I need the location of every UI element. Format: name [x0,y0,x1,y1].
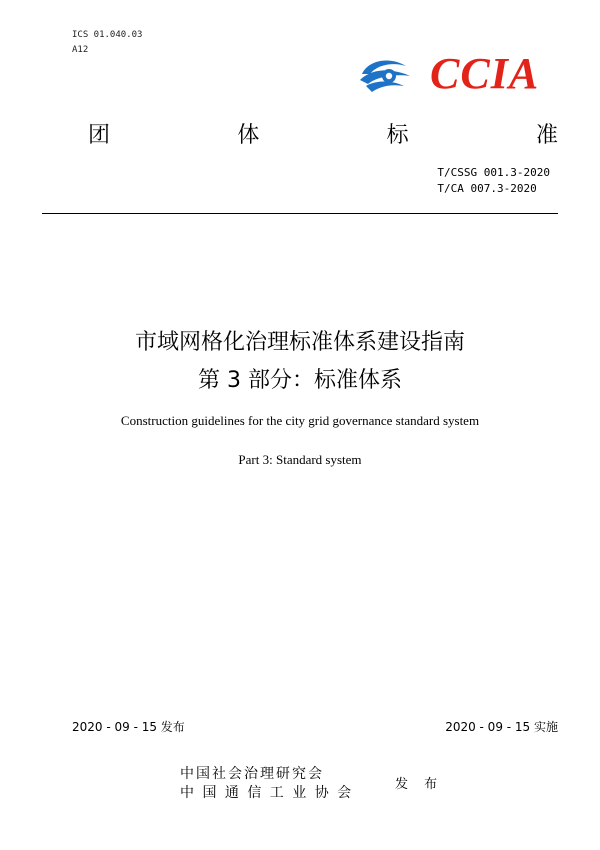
header-divider [42,213,558,214]
issuer-name: 中国社会治理研究会 [180,766,324,782]
standard-type-char: 标 [386,123,409,148]
standard-codes [437,165,550,197]
standard-type-char: 准 [535,123,558,148]
standard-code: T/CA 007.3-2020 [437,182,537,195]
standard-type-char: 团 [88,123,111,148]
issuer-name: 中 国 通 信 工 业 协 会 [180,785,354,801]
standard-type-char: 体 [237,123,260,148]
ccs-code: A12 [72,45,89,55]
issuing-organizations [180,765,353,803]
ccia-logo [358,49,558,102]
issue-label: 发 布 [395,777,444,792]
title-en-line2: Part 3: Standard system [238,452,362,467]
standard-type-heading [88,118,558,148]
ics-code: ICS 01.040.03 [72,30,143,40]
title-en-line1: Construction guidelines for the city grid governance standard system [120,413,480,428]
publish-date: 2020 - 09 - 15 发布 [72,720,185,734]
ccia-emblem-icon [358,54,416,96]
title-cn-line1: 市域网格化治理标准体系建设指南 [134,330,465,355]
standard-code: T/CSSG 001.3-2020 [437,166,550,179]
title-cn-line2: 第 3 部分：标准体系 [198,368,402,393]
implement-date: 2020 - 09 - 15 实施 [445,720,558,734]
ccia-logo-text: CCIA [430,49,540,98]
